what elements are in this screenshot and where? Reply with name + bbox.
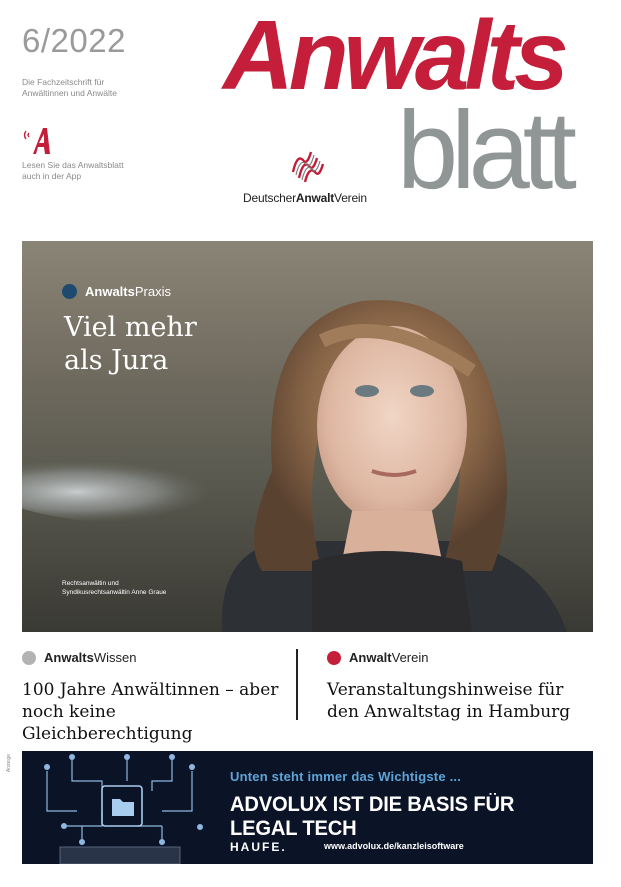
portrait-image bbox=[22, 241, 593, 632]
dav-name: DeutscherAnwaltVerein bbox=[243, 191, 367, 205]
magazine-tagline: Die Fachzeitschrift für Anwältinnen und Anwälte bbox=[22, 77, 117, 98]
issue-number: 6/2022 bbox=[22, 22, 126, 59]
cover-photo bbox=[22, 241, 593, 632]
cover-section-kicker: Anwalts Praxis bbox=[62, 284, 171, 299]
ad-headline: ADVOLUX IST DIE BASIS FÜR LEGAL TECH bbox=[230, 793, 515, 840]
cover-headline[interactable]: Viel mehr als Jura bbox=[64, 312, 197, 376]
teaser-anwaltswissen[interactable] bbox=[22, 650, 287, 745]
section-dot-icon bbox=[327, 651, 341, 665]
app-promo-text: Lesen Sie das Anwaltsblatt auch in der App bbox=[22, 160, 124, 181]
network-diagram-icon bbox=[22, 751, 222, 864]
brand-title-blatt: blatt bbox=[397, 89, 570, 212]
section-dot-icon bbox=[22, 651, 36, 665]
teaser-divider bbox=[296, 649, 298, 720]
dav-logo-icon bbox=[287, 142, 331, 186]
haufe-logo: HAUFE. bbox=[230, 840, 287, 854]
ad-label: Anzeige bbox=[6, 754, 12, 773]
ad-subtitle: Unten steht immer das Wichtigste ... bbox=[230, 769, 462, 784]
brand-title-anwalts: Anwalts bbox=[223, 0, 564, 110]
teaser-kicker: Anwalts Wissen bbox=[22, 650, 287, 665]
ad-url-link[interactable]: www.advolux.de/kanzleisoftware bbox=[324, 841, 464, 851]
section-dot-icon bbox=[62, 284, 77, 299]
photo-caption: Rechtsanwältin und Syndikusrechtsanwältin Anne Graue bbox=[62, 580, 167, 596]
app-logo-icon[interactable] bbox=[22, 126, 54, 156]
advertisement-banner[interactable] bbox=[22, 751, 593, 864]
teaser-title[interactable]: Veranstaltungshinweise für den Anwaltstag in Hamburg bbox=[327, 680, 571, 722]
teaser-anwaltverein[interactable] bbox=[327, 650, 597, 723]
teaser-kicker: Anwalt Verein bbox=[327, 650, 597, 665]
teaser-title[interactable]: 100 Jahre Anwältinnen – aber noch keine Gleichberechtigung bbox=[22, 680, 279, 744]
